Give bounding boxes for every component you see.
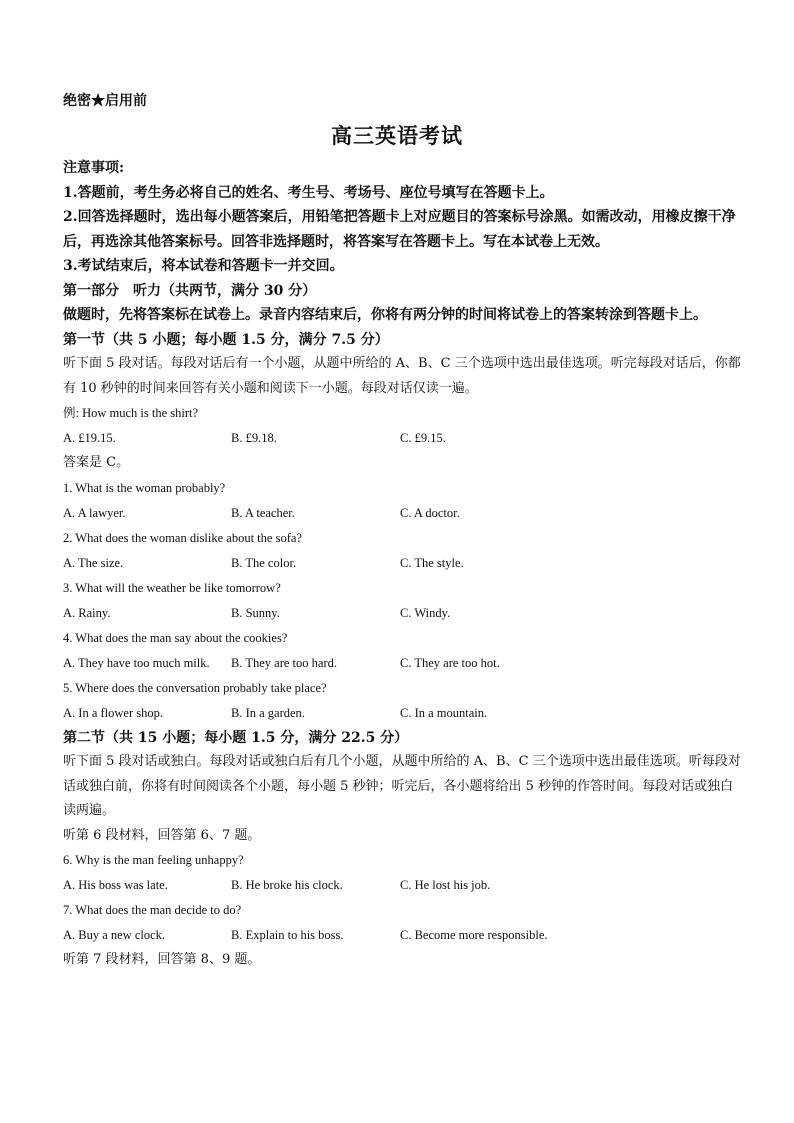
part1-heading: 第一部分 听力（共两节，满分 30 分）: [63, 282, 317, 299]
question-4: 4. What does the man say about the cookies?: [63, 630, 288, 645]
group-7-label: 听第 7 段材料，回答第 8、9 题。: [63, 952, 261, 967]
note-item-1: 1.答题前，考生务必将自己的姓名、考生号、考场号、座位号填写在答题卡上。: [63, 184, 554, 201]
note-item-2: 2.回答选择题时，选出每小题答案后，用铅笔把答题卡上对应题目的答案标号涂黑。如需改动，用橡皮擦干净后，再选涂其他答案标号。回答非选择题时，将答案写在答题卡上。写在本试卷上无效。: [63, 209, 736, 250]
option-c: C. A doctor.: [400, 505, 460, 520]
section1-instruction: 听下面 5 段对话。每段对话后有一个小题，从题中所给的 A、B、C 三个选项中选出最佳选项。听完每段对话后，你都有 10 秒钟的时间来回答有关小题和阅读下一小题。每段对话仅读一遍。: [63, 356, 741, 396]
confidential-label: 绝密★启用前: [63, 93, 147, 109]
question-3: 3. What will the weather be like tomorrow?: [63, 580, 281, 595]
option-c: C. £9.15.: [400, 431, 446, 445]
example-answer: 答案是 C。: [63, 455, 130, 470]
option-c: C. They are too hot.: [400, 655, 500, 670]
option-a: A. Rainy.: [63, 605, 111, 620]
option-b: B. A teacher.: [231, 505, 295, 520]
question-3-options: [63, 601, 743, 626]
question-1: 1. What is the woman probably?: [63, 480, 226, 495]
question-6-options: [63, 873, 743, 898]
page-title: 高三英语考试: [331, 123, 463, 148]
option-a: A. Buy a new clock.: [63, 928, 166, 942]
option-a: A. In a flower shop.: [63, 705, 163, 720]
option-b: B. In a garden.: [231, 705, 305, 720]
option-a: A. They have too much milk.: [63, 655, 210, 670]
option-b: B. They are too hard.: [231, 655, 337, 670]
question-2-options: [63, 551, 743, 576]
example-options: [63, 426, 743, 451]
option-c: C. He lost his job.: [400, 878, 491, 892]
question-7: 7. What does the man decide to do?: [63, 903, 242, 917]
option-a: A. £19.15.: [63, 431, 116, 445]
exam-content: [63, 156, 743, 973]
section1-heading: 第一节（共 5 小题；每小题 1.5 分，满分 7.5 分）: [63, 331, 389, 348]
question-5-options: [63, 701, 743, 726]
example-question: 例: How much is the shirt?: [63, 406, 199, 420]
question-7-options: [63, 923, 743, 948]
option-b: B. Explain to his boss.: [231, 928, 344, 942]
note-item-3: 3.考试结束后，将本试卷和答题卡一并交回。: [63, 258, 344, 274]
question-6: 6. Why is the man feeling unhappy?: [63, 853, 244, 867]
option-b: B. Sunny.: [231, 605, 280, 620]
option-c: C. The style.: [400, 555, 464, 570]
option-a: A. The size.: [63, 555, 124, 570]
question-2: 2. What does the woman dislike about the sofa?: [63, 530, 302, 545]
option-b: B. £9.18.: [231, 431, 277, 445]
notes-heading: 注意事项:: [63, 160, 125, 176]
section2-heading: 第二节（共 15 小题；每小题 1.5 分，满分 22.5 分）: [63, 729, 409, 746]
option-a: A. A lawyer.: [63, 505, 126, 520]
option-b: B. He broke his clock.: [231, 878, 343, 892]
section2-instruction: 听下面 5 段对话或独白。每段对话或独白后有几个小题，从题中所给的 A、B、C 三个选项中选出最佳选项。听每段对话或独白前，你将有时间阅读各个小题，每小题 5 秒钟；听完后，各小题将给出 5 秒钟的作答时间。每段对话或独白读两遍。: [63, 754, 741, 818]
option-a: A. His boss was late.: [63, 878, 168, 892]
option-b: B. The color.: [231, 555, 297, 570]
option-c: C. Windy.: [400, 605, 451, 620]
option-c: C. In a mountain.: [400, 705, 488, 720]
option-c: C. Become more responsible.: [400, 928, 548, 942]
question-5: 5. Where does the conversation probably take place?: [63, 680, 327, 695]
group-6-label: 听第 6 段材料，回答第 6、7 题。: [63, 827, 261, 843]
question-4-options: [63, 651, 743, 676]
part1-instruction: 做题时，先将答案标在试卷上。录音内容结束后，你将有两分钟的时间将试卷上的答案转涂到答题卡上。: [63, 307, 707, 323]
question-1-options: [63, 501, 743, 526]
